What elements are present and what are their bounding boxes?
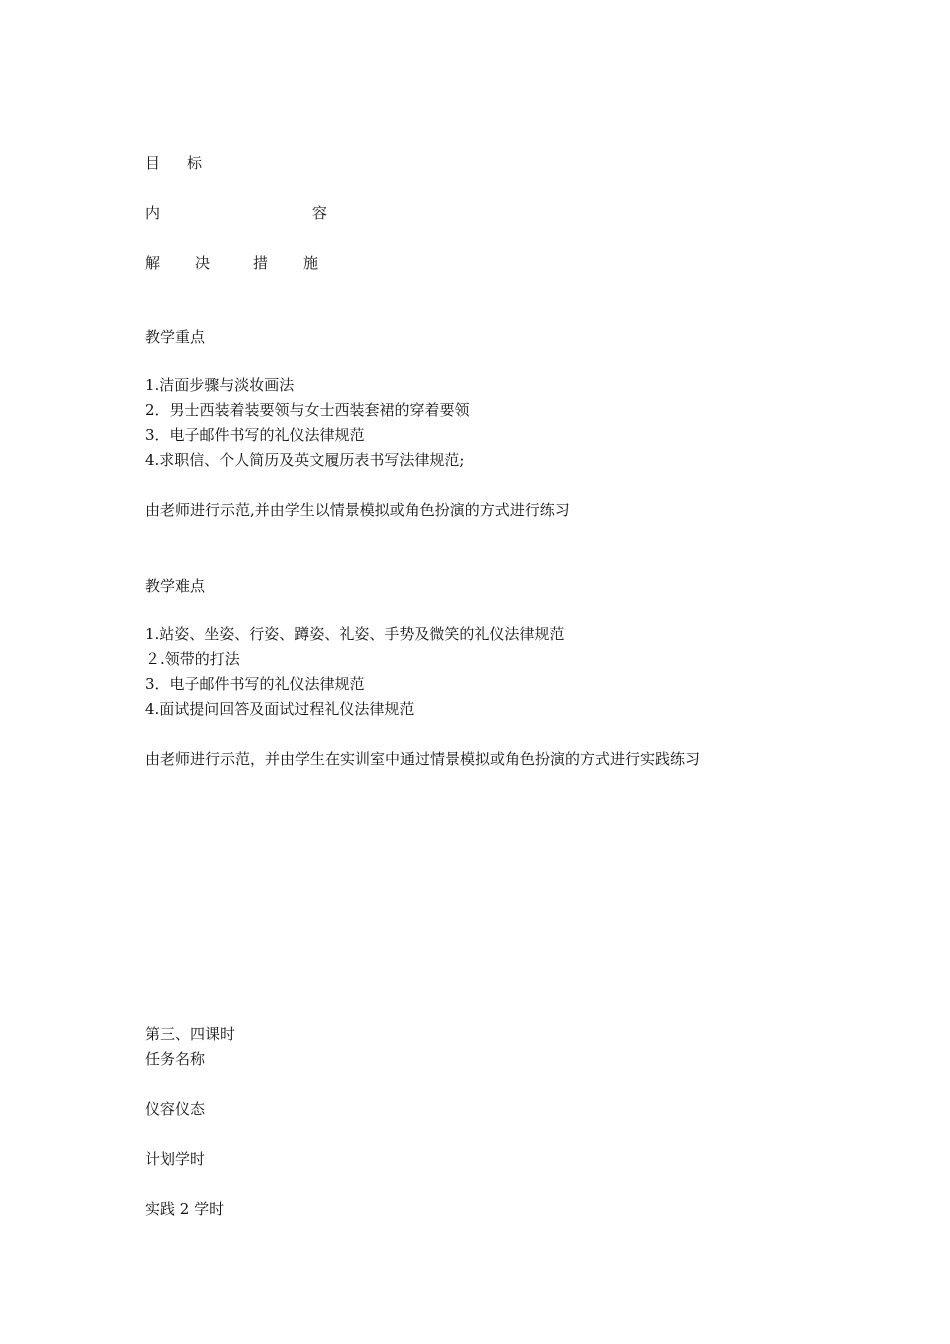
key-points-heading: 教学重点 <box>145 328 206 346</box>
header-measures-char-4: 施 <box>303 254 319 272</box>
header-measures-char-1: 解 <box>145 254 161 272</box>
difficult-point-item: 1.站姿、坐姿、行姿、蹲姿、礼姿、手势及微笑的礼仪法律规范 <box>145 625 565 643</box>
session-period: 第三、四课时 <box>145 1025 236 1043</box>
difficult-point-item: 3．电子邮件书写的礼仪法律规范 <box>145 675 365 693</box>
key-point-item: 3．电子邮件书写的礼仪法律规范 <box>145 426 365 444</box>
key-points-measure: 由老师进行示范,并由学生以情景模拟或角色扮演的方式进行练习 <box>145 501 570 519</box>
header-target-char-2: 标 <box>187 154 203 172</box>
difficult-point-item: ２.领带的打法 <box>145 650 240 668</box>
header-measures-char-2: 决 <box>195 254 211 272</box>
task-name-value: 仪容仪态 <box>145 1100 206 1118</box>
key-point-item: 4.求职信、个人简历及英文履历表书写法律规范; <box>145 451 465 469</box>
difficult-points-heading: 教学难点 <box>145 577 206 595</box>
header-content-char-1: 内 <box>145 204 161 222</box>
header-content-char-2: 容 <box>312 204 328 222</box>
difficult-points-measure: 由老师进行示范，并由学生在实训室中通过情景模拟或角色扮演的方式进行实践练习 <box>145 750 701 768</box>
key-point-item: 1.洁面步骤与淡妆画法 <box>145 376 295 394</box>
planned-hours-label: 计划学时 <box>145 1150 206 1168</box>
header-measures-char-3: 措 <box>253 254 269 272</box>
task-name-label: 任务名称 <box>145 1050 206 1068</box>
header-target-char-1: 目 <box>145 154 161 172</box>
key-point-item: 2．男士西装着装要领与女士西装套裙的穿着要领 <box>145 401 470 419</box>
difficult-point-item: 4.面试提问回答及面试过程礼仪法律规范 <box>145 700 415 718</box>
planned-hours-value: 实践 2 学时 <box>145 1200 225 1218</box>
